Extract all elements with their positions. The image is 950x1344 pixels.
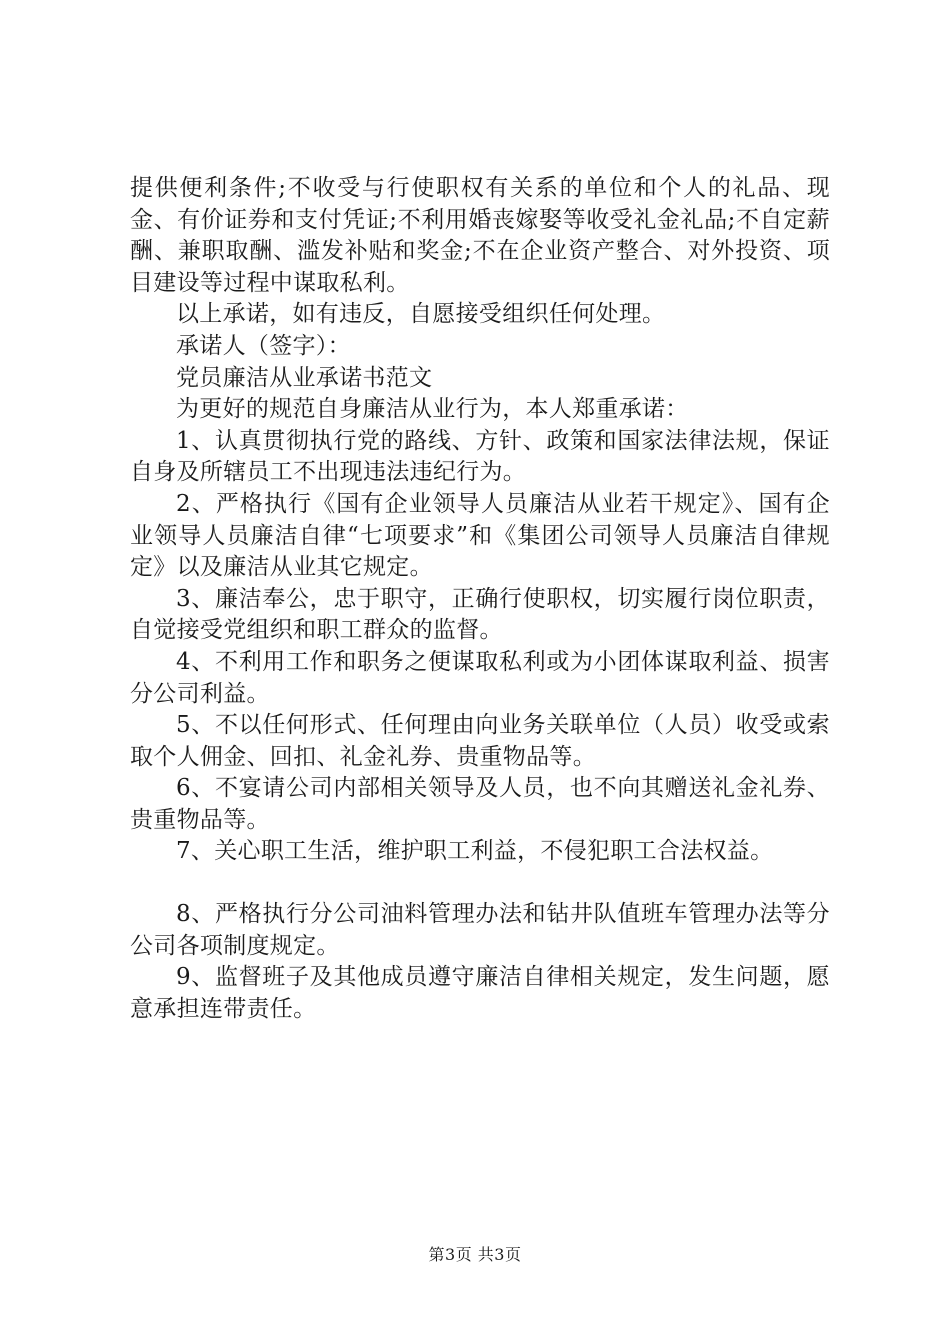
paragraph-violation-clause: 以上承诺，如有违反，自愿接受组织任何处理。 [176, 301, 666, 328]
signature-line: 承诺人（签字）： [176, 332, 351, 359]
pledge-item-9: 9、监督班子及其他成员遵守廉洁自律相关规定，发生问题，愿意承担连带责任。 [130, 964, 830, 1022]
paragraph-continuation: 提供便利条件;不收受与行使职权有关系的单位和个人的礼品、现金、有价证券和支付凭证;不利用婚丧嫁娶等收受礼金礼品;不自定薪酬、兼职取酬、滥发补贴和奖金;不在企业资产整合、对外投资、项目建设等过程中谋取私利。 [130, 175, 830, 296]
pledge-item-1: 1、认真贯彻执行党的路线、方针、政策和国家法律法规，保证自身及所辖员工不出现违法违纪行为。 [130, 427, 830, 486]
pledge-item-6: 6、不宴请公司内部相关领导及人员，也不向其赠送礼金礼券、贵重物品等。 [130, 775, 830, 833]
pledge-item-8: 8、严格执行分公司油料管理办法和钻井队值班车管理办法等分公司各项制度规定。 [130, 901, 830, 959]
pledge-item-3: 3、廉洁奉公，忠于职守，正确行使职权，切实履行岗位职责，自觉接受党组织和职工群众的监督。 [130, 585, 830, 644]
pledge-item-4: 4、不利用工作和职务之便谋取私利或为小团体谋取利益、损害分公司利益。 [130, 648, 830, 707]
pledge-item-5: 5、不以任何形式、任何理由向业务关联单位（人员）收受或索取个人佣金、回扣、礼金礼券、贵重物品等。 [130, 712, 830, 770]
document-body [130, 173, 830, 1025]
page-number-footer: 第3页 共3页 [428, 1245, 522, 1264]
pledge-item-7: 7、关心职工生活，维护职工利益，不侵犯职工合法权益。 [176, 838, 774, 865]
paragraph-intro: 为更好的规范自身廉洁从业行为，本人郑重承诺： [176, 396, 689, 423]
pledge-item-2: 2、严格执行《国有企业领导人员廉洁从业若干规定》、国有企业领导人员廉洁自律“七项要求”和《集团公司领导人员廉洁自律规定》以及廉洁从业其它规定。 [130, 490, 830, 581]
section-title: 党员廉洁从业承诺书范文 [176, 364, 433, 391]
